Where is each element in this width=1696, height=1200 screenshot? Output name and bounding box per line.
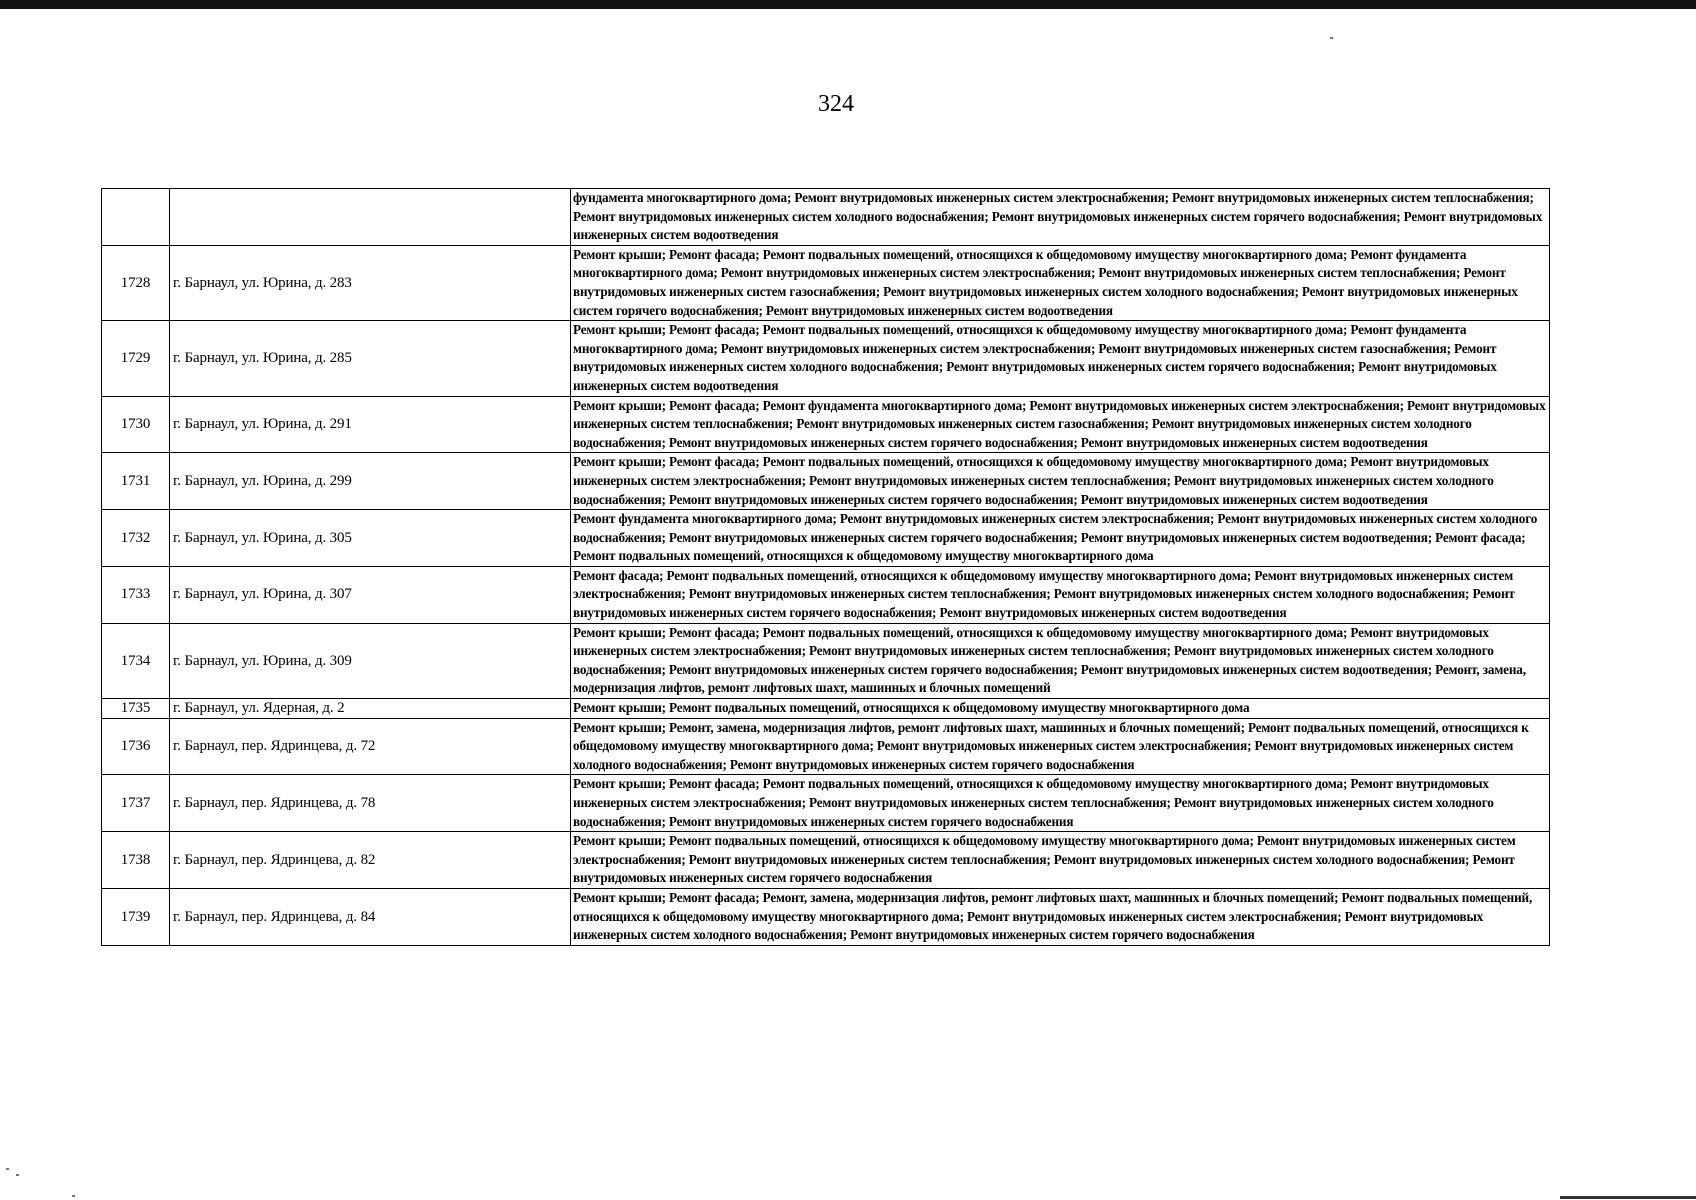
row-number-cell: 1737 <box>102 775 170 832</box>
table-row <box>102 699 1550 719</box>
address-cell: г. Барнаул, пер. Ядринцева, д. 78 <box>170 775 571 832</box>
row-number-cell: 1730 <box>102 396 170 453</box>
scan-top-edge <box>0 0 1696 9</box>
row-number-cell: 1731 <box>102 453 170 510</box>
address-cell: г. Барнаул, пер. Ядринцева, д. 82 <box>170 832 571 889</box>
table-body <box>102 189 1550 946</box>
table-row <box>102 321 1550 396</box>
address-cell <box>170 189 571 246</box>
row-number-cell: 1734 <box>102 623 170 698</box>
scan-speck <box>72 1195 75 1197</box>
address-cell: г. Барнаул, ул. Юрина, д. 309 <box>170 623 571 698</box>
row-number-cell: 1728 <box>102 245 170 320</box>
address-cell: г. Барнаул, ул. Юрина, д. 291 <box>170 396 571 453</box>
table-row <box>102 245 1550 320</box>
house-repair-table <box>101 188 1550 946</box>
table-row <box>102 396 1550 453</box>
table-row <box>102 888 1550 945</box>
repair-works-cell: Ремонт фасада; Ремонт подвальных помещений, относящихся к общедомовому имуществу многоквартирного дома; Ремонт внутридомовых инженерных систем электроснабжения; Ремонт внутридомовых инженерных систем теплоснабжения; Ремонт внутридомовых инженерных систем холодного водоснабжения; Ремонт внутридомовых инженерных систем горячего водоснабжения; Ремонт внутридомовых инженерных систем водоотведения <box>571 566 1550 623</box>
repair-works-cell: Ремонт крыши; Ремонт фасада; Ремонт подвальных помещений, относящихся к общедомовому имуществу многоквартирного дома; Ремонт внутридомовых инженерных систем электроснабжения; Ремонт внутридомовых инженерных систем теплоснабжения; Ремонт внутридомовых инженерных систем холодного водоснабжения; Ремонт внутридомовых инженерных систем горячего водоснабжения; Ремонт внутридомовых инженерных систем водоотведения <box>571 453 1550 510</box>
repair-works-cell: Ремонт крыши; Ремонт подвальных помещений, относящихся к общедомовому имуществу многоквартирного дома <box>571 699 1550 719</box>
table-row <box>102 189 1550 246</box>
table-row <box>102 510 1550 567</box>
row-number-cell: 1735 <box>102 699 170 719</box>
row-number-cell: 1736 <box>102 718 170 775</box>
scan-bottom-edge <box>1560 1196 1696 1199</box>
repair-works-cell: Ремонт крыши; Ремонт фасада; Ремонт, замена, модернизация лифтов, ремонт лифтовых шахт, машинных и блочных помещений; Ремонт подвальных помещений, относящихся к общедомовому имуществу многоквартирного дома; Ремонт внутридомовых инженерных систем электроснабжения; Ремонт внутридомовых инженерных систем холодного водоснабжения; Ремонт внутридомовых инженерных систем горячего водоснабжения <box>571 888 1550 945</box>
scan-speck <box>1330 37 1333 39</box>
table-row <box>102 453 1550 510</box>
repair-works-cell: фундамента многоквартирного дома; Ремонт внутридомовых инженерных систем электроснабжения; Ремонт внутридомовых инженерных систем теплоснабжения; Ремонт внутридомовых инженерных систем холодного водоснабжения; Ремонт внутридомовых инженерных систем горячего водоснабжения; Ремонт внутридомовых инженерных систем водоотведения <box>571 189 1550 246</box>
repair-works-cell: Ремонт крыши; Ремонт фасада; Ремонт подвальных помещений, относящихся к общедомовому имуществу многоквартирного дома; Ремонт фундамента многоквартирного дома; Ремонт внутридомовых инженерных систем электроснабжения; Ремонт внутридомовых инженерных систем теплоснабжения; Ремонт внутридомовых инженерных систем газоснабжения; Ремонт внутридомовых инженерных систем холодного водоснабжения; Ремонт внутридомовых инженерных систем горячего водоснабжения; Ремонт внутридомовых инженерных систем водоотведения <box>571 245 1550 320</box>
address-cell: г. Барнаул, ул. Ядерная, д. 2 <box>170 699 571 719</box>
row-number-cell <box>102 189 170 246</box>
scan-speck <box>6 1168 9 1170</box>
address-cell: г. Барнаул, ул. Юрина, д. 307 <box>170 566 571 623</box>
repair-works-cell: Ремонт крыши; Ремонт фасада; Ремонт подвальных помещений, относящихся к общедомовому имуществу многоквартирного дома; Ремонт внутридомовых инженерных систем электроснабжения; Ремонт внутридомовых инженерных систем теплоснабжения; Ремонт внутридомовых инженерных систем холодного водоснабжения; Ремонт внутридомовых инженерных систем горячего водоснабжения; Ремонт внутридомовых инженерных систем водоотведения; Ремонт, замена, модернизация лифтов, ремонт лифтовых шахт, машинных и блочных помещений <box>571 623 1550 698</box>
address-cell: г. Барнаул, пер. Ядринцева, д. 72 <box>170 718 571 775</box>
repair-works-cell: Ремонт крыши; Ремонт фасада; Ремонт фундамента многоквартирного дома; Ремонт внутридомовых инженерных систем электроснабжения; Ремонт внутридомовых инженерных систем теплоснабжения; Ремонт внутридомовых инженерных систем газоснабжения; Ремонт внутридомовых инженерных систем холодного водоснабжения; Ремонт внутридомовых инженерных систем горячего водоснабжения; Ремонт внутридомовых инженерных систем водоотведения <box>571 396 1550 453</box>
scan-speck <box>16 1174 19 1176</box>
repair-works-cell: Ремонт крыши; Ремонт фасада; Ремонт подвальных помещений, относящихся к общедомовому имуществу многоквартирного дома; Ремонт фундамента многоквартирного дома; Ремонт внутридомовых инженерных систем электроснабжения; Ремонт внутридомовых инженерных систем газоснабжения; Ремонт внутридомовых инженерных систем холодного водоснабжения; Ремонт внутридомовых инженерных систем горячего водоснабжения; Ремонт внутридомовых инженерных систем водоотведения <box>571 321 1550 396</box>
table-row <box>102 832 1550 889</box>
address-cell: г. Барнаул, пер. Ядринцева, д. 84 <box>170 888 571 945</box>
table-row <box>102 566 1550 623</box>
row-number-cell: 1732 <box>102 510 170 567</box>
page-number: 324 <box>818 91 854 117</box>
row-number-cell: 1729 <box>102 321 170 396</box>
repair-works-cell: Ремонт крыши; Ремонт подвальных помещений, относящихся к общедомовому имуществу многоквартирного дома; Ремонт внутридомовых инженерных систем электроснабжения; Ремонт внутридомовых инженерных систем теплоснабжения; Ремонт внутридомовых инженерных систем холодного водоснабжения; Ремонт внутридомовых инженерных систем горячего водоснабжения <box>571 832 1550 889</box>
address-cell: г. Барнаул, ул. Юрина, д. 285 <box>170 321 571 396</box>
repair-works-cell: Ремонт фундамента многоквартирного дома; Ремонт внутридомовых инженерных систем электроснабжения; Ремонт внутридомовых инженерных систем холодного водоснабжения; Ремонт внутридомовых инженерных систем горячего водоснабжения; Ремонт внутридомовых инженерных систем водоотведения; Ремонт фасада; Ремонт подвальных помещений, относящихся к общедомовому имуществу многоквартирного дома <box>571 510 1550 567</box>
table-row <box>102 718 1550 775</box>
repair-works-cell: Ремонт крыши; Ремонт, замена, модернизация лифтов, ремонт лифтовых шахт, машинных и блочных помещений; Ремонт подвальных помещений, относящихся к общедомовому имуществу многоквартирного дома; Ремонт внутридомовых инженерных систем электроснабжения; Ремонт внутридомовых инженерных систем холодного водоснабжения; Ремонт внутридомовых инженерных систем горячего водоснабжения <box>571 718 1550 775</box>
address-cell: г. Барнаул, ул. Юрина, д. 283 <box>170 245 571 320</box>
row-number-cell: 1739 <box>102 888 170 945</box>
table-row <box>102 775 1550 832</box>
address-cell: г. Барнаул, ул. Юрина, д. 299 <box>170 453 571 510</box>
address-cell: г. Барнаул, ул. Юрина, д. 305 <box>170 510 571 567</box>
table-row <box>102 623 1550 698</box>
repair-works-cell: Ремонт крыши; Ремонт фасада; Ремонт подвальных помещений, относящихся к общедомовому имуществу многоквартирного дома; Ремонт внутридомовых инженерных систем электроснабжения; Ремонт внутридомовых инженерных систем теплоснабжения; Ремонт внутридомовых инженерных систем холодного водоснабжения; Ремонт внутридомовых инженерных систем горячего водоснабжения <box>571 775 1550 832</box>
row-number-cell: 1733 <box>102 566 170 623</box>
row-number-cell: 1738 <box>102 832 170 889</box>
